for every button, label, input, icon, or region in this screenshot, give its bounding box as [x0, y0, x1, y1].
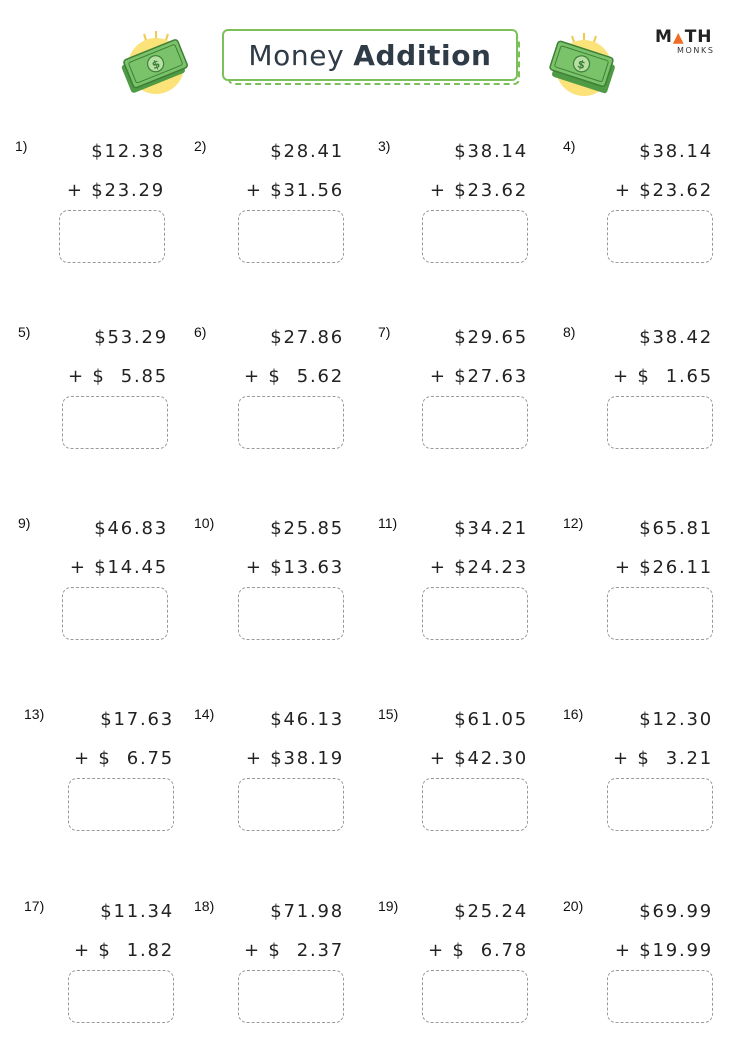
- addend-top: $25.24: [454, 901, 528, 922]
- answer-box[interactable]: [238, 970, 344, 1023]
- problem-number: 14): [194, 706, 215, 722]
- problem-number: 20): [563, 898, 584, 914]
- addend-bottom: + $23.29: [66, 180, 165, 201]
- problem-number: 13): [24, 706, 45, 722]
- addend-top: $34.21: [454, 518, 528, 539]
- money-bill-icon: [116, 28, 190, 102]
- problem-14: [194, 706, 344, 846]
- addend-bottom: + $38.19: [245, 748, 344, 769]
- answer-box[interactable]: [238, 210, 344, 263]
- problem-7: [378, 324, 528, 464]
- addend-top: $12.30: [639, 709, 713, 730]
- addend-bottom: + $ 6.78: [428, 940, 528, 961]
- addend-bottom: + $27.63: [429, 366, 528, 387]
- money-bill-icon: [548, 28, 622, 102]
- problem-8: [563, 324, 713, 464]
- problem-9: [18, 515, 168, 655]
- problem-number: 8): [563, 324, 576, 340]
- problem-number: 7): [378, 324, 391, 340]
- addend-bottom: + $ 2.37: [244, 940, 344, 961]
- addend-bottom: + $23.62: [429, 180, 528, 201]
- addend-bottom: + $42.30: [429, 748, 528, 769]
- answer-box[interactable]: [62, 587, 168, 640]
- triangle-icon: ▲: [672, 30, 685, 46]
- problem-16: [563, 706, 713, 846]
- answer-box[interactable]: [62, 396, 168, 449]
- answer-box[interactable]: [422, 970, 528, 1023]
- svg-text:$: $: [149, 57, 162, 73]
- addend-top: $71.98: [270, 901, 344, 922]
- logo-letter-m: M: [655, 27, 673, 47]
- problem-number: 19): [378, 898, 399, 914]
- addend-bottom: + $ 5.85: [68, 366, 168, 387]
- answer-box[interactable]: [607, 396, 713, 449]
- addend-bottom: + $ 1.65: [613, 366, 713, 387]
- addend-bottom: + $ 3.21: [613, 748, 713, 769]
- problem-number: 3): [378, 138, 391, 154]
- problem-10: [194, 515, 344, 655]
- problem-13: [24, 706, 174, 846]
- math-monks-logo: [655, 27, 719, 57]
- addend-bottom: + $24.23: [429, 557, 528, 578]
- problem-3: [378, 138, 528, 278]
- addend-bottom: + $26.11: [614, 557, 713, 578]
- addend-bottom: + $ 6.75: [74, 748, 174, 769]
- problem-number: 6): [194, 324, 207, 340]
- answer-box[interactable]: [422, 587, 528, 640]
- answer-box[interactable]: [607, 587, 713, 640]
- addend-top: $38.42: [639, 327, 713, 348]
- answer-box[interactable]: [238, 778, 344, 831]
- answer-box[interactable]: [59, 210, 165, 263]
- addend-top: $46.13: [270, 709, 344, 730]
- addend-top: $17.63: [100, 709, 174, 730]
- problem-number: 5): [18, 324, 31, 340]
- addend-top: $38.14: [454, 141, 528, 162]
- addend-top: $12.38: [91, 141, 165, 162]
- problem-6: [194, 324, 344, 464]
- addend-top: $53.29: [94, 327, 168, 348]
- answer-box[interactable]: [422, 210, 528, 263]
- problem-number: 10): [194, 515, 215, 531]
- addend-top: $38.14: [639, 141, 713, 162]
- answer-box[interactable]: [68, 970, 174, 1023]
- problem-number: 18): [194, 898, 215, 914]
- addend-top: $11.34: [100, 901, 174, 922]
- svg-text:$: $: [575, 57, 587, 73]
- title-banner: [222, 29, 522, 87]
- problem-number: 11): [378, 515, 398, 531]
- page-title: [222, 29, 518, 81]
- addend-bottom: + $19.99: [614, 940, 713, 961]
- problem-number: 4): [563, 138, 576, 154]
- problem-number: 1): [15, 138, 28, 154]
- addend-top: $25.85: [270, 518, 344, 539]
- problem-number: 15): [378, 706, 399, 722]
- problem-2: [194, 138, 344, 278]
- answer-box[interactable]: [422, 396, 528, 449]
- addend-bottom: + $ 5.62: [244, 366, 344, 387]
- page-title-light: Money: [248, 38, 345, 72]
- addend-top: $61.05: [454, 709, 528, 730]
- answer-box[interactable]: [68, 778, 174, 831]
- answer-box[interactable]: [607, 970, 713, 1023]
- addend-top: $28.41: [270, 141, 344, 162]
- addend-bottom: + $13.63: [245, 557, 344, 578]
- problem-11: [378, 515, 528, 655]
- addend-top: $69.99: [639, 901, 713, 922]
- problem-5: [18, 324, 168, 464]
- problem-12: [563, 515, 713, 655]
- answer-box[interactable]: [607, 210, 713, 263]
- logo-wordmark: [655, 27, 719, 47]
- answer-box[interactable]: [607, 778, 713, 831]
- addend-top: $46.83: [94, 518, 168, 539]
- logo-letters-th: TH: [684, 27, 713, 47]
- problem-15: [378, 706, 528, 846]
- answer-box[interactable]: [422, 778, 528, 831]
- addend-top: $65.81: [639, 518, 713, 539]
- answer-box[interactable]: [238, 396, 344, 449]
- problem-number: 2): [194, 138, 207, 154]
- problem-17: [24, 898, 174, 1038]
- page-title-bold: Addition: [353, 38, 492, 72]
- problem-number: 16): [563, 706, 584, 722]
- problem-number: 12): [563, 515, 584, 531]
- problem-number: 17): [24, 898, 45, 914]
- addend-bottom: + $23.62: [614, 180, 713, 201]
- addend-bottom: + $ 1.82: [74, 940, 174, 961]
- logo-subtext: MONKS: [677, 46, 715, 55]
- addend-top: $29.65: [454, 327, 528, 348]
- problem-19: [378, 898, 528, 1038]
- problem-4: [563, 138, 713, 278]
- addend-bottom: + $14.45: [69, 557, 168, 578]
- problem-20: [563, 898, 713, 1038]
- addend-bottom: + $31.56: [245, 180, 344, 201]
- answer-box[interactable]: [238, 587, 344, 640]
- problem-1: [15, 138, 165, 278]
- problem-number: 9): [18, 515, 31, 531]
- problem-18: [194, 898, 344, 1038]
- addend-top: $27.86: [270, 327, 344, 348]
